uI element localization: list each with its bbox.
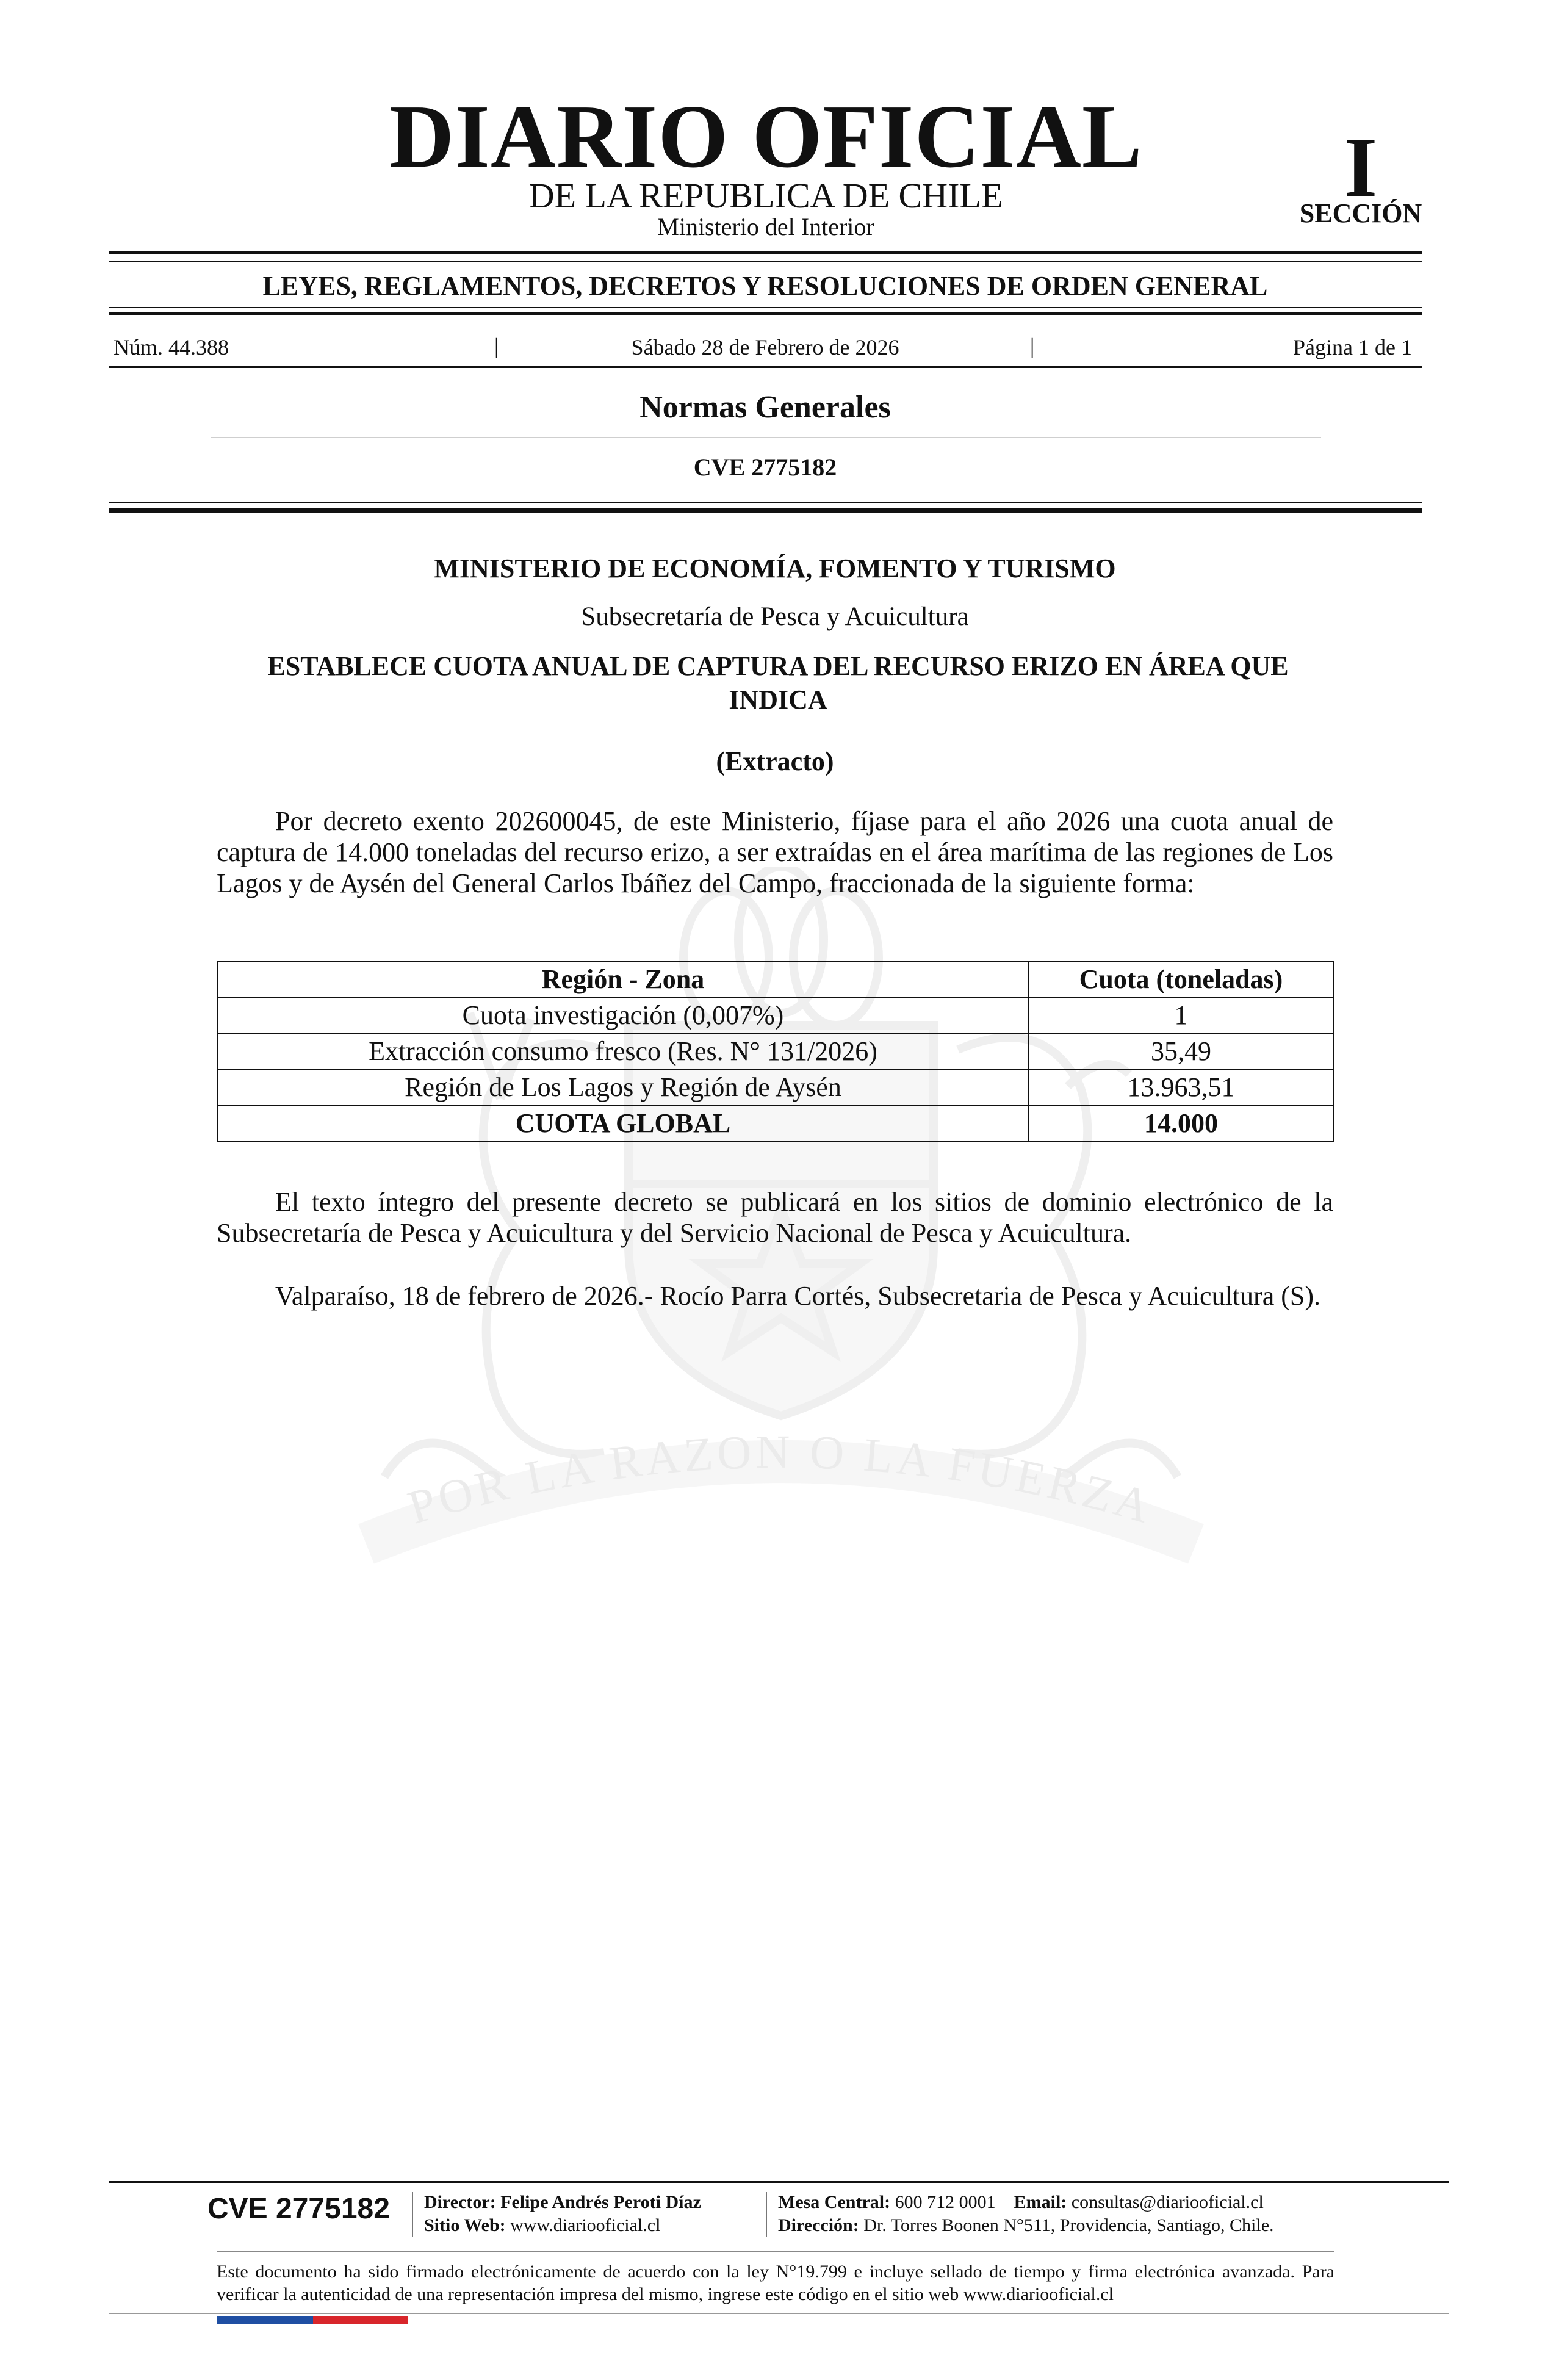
email-label: Email: <box>1014 2192 1067 2212</box>
paragraph-publication: El texto íntegro del presente decreto se publicará en los sitios de dominio electrónico de la Subsecretaría de Pesca y Acuicultura y del Servicio Nacional de Pesca y Acuicultura. <box>217 1187 1333 1248</box>
table-header-region: Región - Zona <box>218 962 1029 998</box>
table-cell-region: Región de Los Lagos y Región de Aysén <box>218 1070 1029 1106</box>
paragraph-intro: Por decreto exento 202600045, de este Ministerio, fíjase para el año 2026 una cuota anual de captura de 14.000 toneladas del recurso erizo, a ser extraídas en el área marítima de las regiones de Los Lagos y de Aysén del General Carlos Ibáñez del Campo, fraccionada de la siguiente forma: <box>217 806 1333 898</box>
motto-text: POR LA RAZON O LA FUERZA <box>402 1424 1160 1534</box>
flag-stripe-red <box>313 2316 408 2324</box>
section-title: Normas Generales <box>639 390 891 425</box>
table-header-quota: Cuota (toneladas) <box>1029 962 1334 998</box>
table-cell-region: Cuota investigación (0,007%) <box>218 998 1029 1034</box>
paragraph-signature: Valparaíso, 18 de febrero de 2026.- Rocío Parra Cortés, Subsecretaria de Pesca y Acuicultura (S). <box>275 1281 1320 1311</box>
ministry-heading: MINISTERIO DE ECONOMÍA, FOMENTO Y TURISMO <box>434 554 1116 583</box>
issue-page: Página 1 de 1 <box>1293 335 1412 359</box>
issue-number: Núm. 44.388 <box>113 335 229 359</box>
table-cell-quota: 13.963,51 <box>1029 1070 1334 1106</box>
director-label: Director: <box>424 2192 496 2212</box>
issue-rule <box>109 366 1422 368</box>
footer-divider <box>217 2251 1334 2252</box>
email-link[interactable]: consultas@diariooficial.cl <box>1071 2192 1264 2212</box>
table-total-region: CUOTA GLOBAL <box>218 1106 1029 1142</box>
website-link[interactable]: www.diariooficial.cl <box>510 2215 661 2235</box>
table-total-row <box>218 1106 1334 1142</box>
table-row <box>218 998 1334 1034</box>
phone-label: Mesa Central: <box>778 2192 891 2212</box>
footer-contact-left <box>424 2191 701 2237</box>
footer-cve-code: CVE 2775182 <box>207 2193 390 2225</box>
footer-rule-top <box>109 2181 1449 2183</box>
table-total-quota: 14.000 <box>1029 1106 1334 1142</box>
table-cell-region: Extracción consumo fresco (Res. N° 131/2026) <box>218 1034 1029 1070</box>
masthead-title: DIARIO OFICIAL <box>389 87 1143 187</box>
subsecretariat-heading: Subsecretaría de Pesca y Acuicultura <box>581 602 969 631</box>
band-rule-top <box>109 251 1422 254</box>
address-text: Dr. Torres Boonen N°511, Providencia, Santiago, Chile. <box>863 2215 1274 2235</box>
footer-contact-right <box>778 2191 1274 2237</box>
section-rule-thin <box>109 502 1422 503</box>
band-rule-bottom <box>109 312 1422 315</box>
section-rule-thick <box>109 508 1422 513</box>
band-title: LEYES, REGLAMENTOS, DECRETOS Y RESOLUCIONES DE ORDEN GENERAL <box>262 271 1268 301</box>
table-row <box>218 1034 1334 1070</box>
footer-separator <box>766 2192 767 2237</box>
masthead-subtitle: DE LA REPUBLICA DE CHILE <box>528 176 1003 215</box>
table-header-row <box>218 962 1334 998</box>
phone-number: 600 712 0001 <box>895 2192 996 2212</box>
section-number: I <box>1344 120 1378 215</box>
footer-legal-note: Este documento ha sido firmado electrónicamente de acuerdo con la ley N°19.799 e incluye sellado de tiempo y firma electrónica avanzada. Para verificar la autenticidad de una representación impresa del mismo, ingrese este código en el sitio web www.diariooficial.cl <box>217 2262 1334 2304</box>
table-row <box>218 1070 1334 1106</box>
extract-label: (Extracto) <box>716 746 834 776</box>
address-label: Dirección: <box>778 2215 859 2235</box>
footer-separator <box>412 2192 413 2237</box>
issue-separator: | <box>1030 334 1035 358</box>
quota-table <box>217 961 1334 1142</box>
table-cell-quota: 35,49 <box>1029 1034 1334 1070</box>
section-label: SECCIÓN <box>1299 198 1422 228</box>
band-rule-bottom-thin <box>109 307 1422 308</box>
decree-title: ESTABLECE CUOTA ANUAL DE CAPTURA DEL RECURSO ERIZO EN ÁREA QUE INDICA <box>267 651 1289 715</box>
table-cell-quota: 1 <box>1029 998 1334 1034</box>
issue-date: Sábado 28 de Febrero de 2026 <box>631 335 899 359</box>
footer-rule-bottom <box>109 2313 1449 2314</box>
director-name: Felipe Andrés Peroti Díaz <box>500 2192 701 2212</box>
section-divider <box>211 437 1321 438</box>
website-label: Sitio Web: <box>424 2215 506 2235</box>
cve-code: CVE 2775182 <box>693 453 837 481</box>
flag-stripe-blue <box>217 2316 313 2324</box>
issue-separator: | <box>494 334 499 358</box>
band-rule-top-thin <box>109 261 1422 262</box>
masthead-ministry: Ministerio del Interior <box>657 213 874 240</box>
